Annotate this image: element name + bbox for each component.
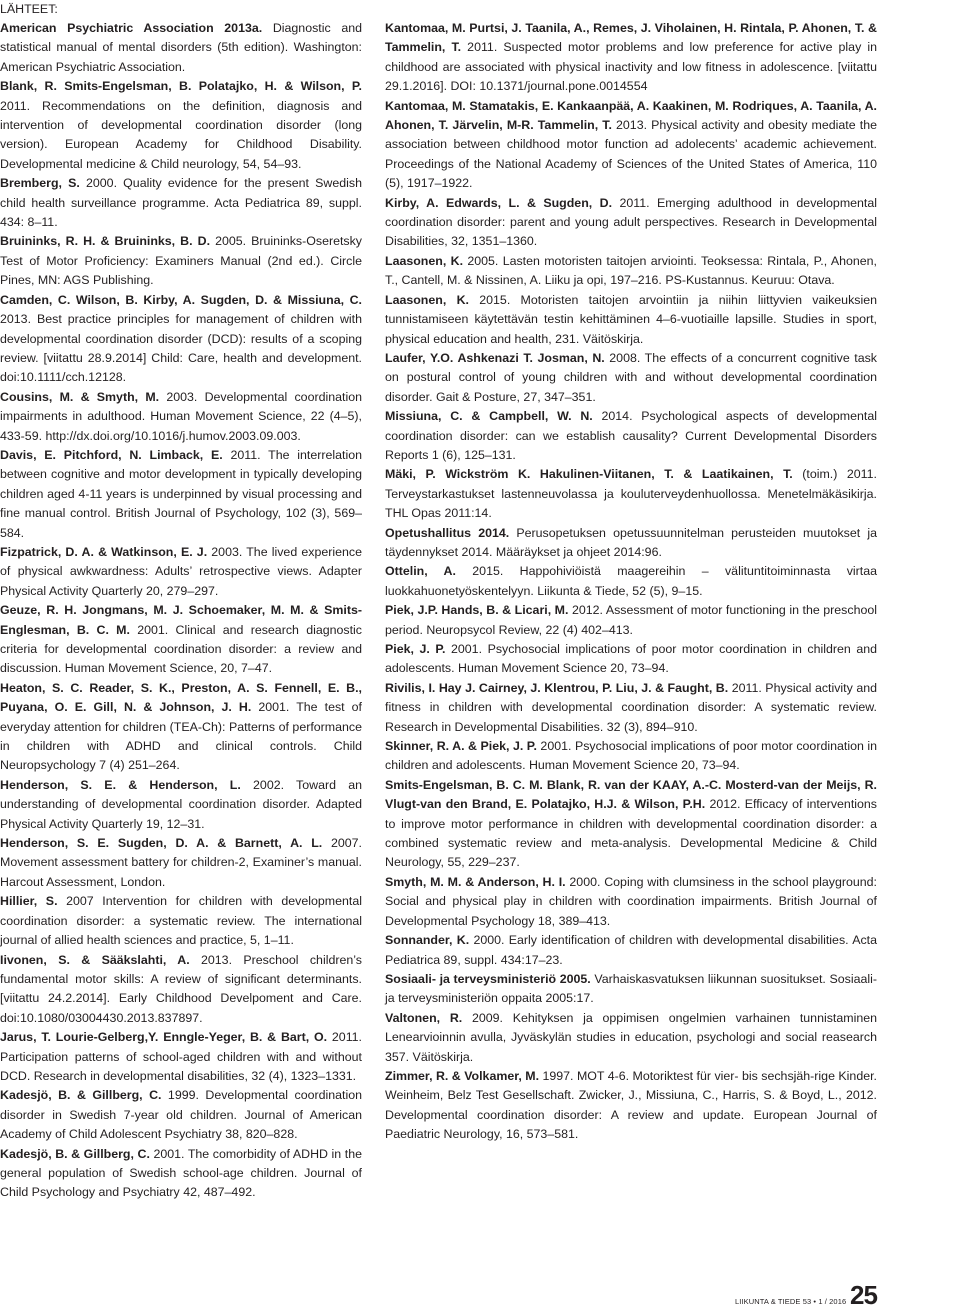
reference-entry	[0, 174, 362, 232]
reference-details: 2005. Bruininks-Oseretsky Test of Motor Proficiency: Examiners Manual (2nd ed.). Circle Pines, MN: AGS Publishing.	[0, 234, 363, 288]
reference-details: 2011. Recommendations on the definition, diagnosis and intervention of developmental coordination disorder (long version). European Academy for Childhood Disability. Developmental medicine & Child neurology, 54, 54–93.	[0, 98, 362, 171]
reference-details: 1999. Developmental coordination disorder in Swedish 7-year old children. Journal of American Academy of Child Adolescent Psychiatry 38, 820–828.	[0, 1088, 363, 1142]
reference-entry	[385, 970, 877, 1009]
reference-entry	[0, 892, 362, 950]
reference-entry	[385, 19, 877, 97]
reference-entry	[0, 232, 362, 290]
reference-details: 2001. Psychosocial implications of poor motor coordination in children and adolescents. Human Movement Science 20, 73–94.	[385, 739, 878, 773]
reference-details: Perusopetuksen opetussuunnitelman perusteiden muutokset ja täydennykset 2014. Määräykset ja ohjeet 2014:96.	[385, 525, 877, 559]
reference-details: 2011. The interrelation between cognitive and motor development in typically developing children aged 4-11 years is underpinned by visual processing and fine manual control. British Journal of Psychology, 102 (3), 569–584.	[0, 447, 362, 540]
reference-entry	[385, 601, 877, 640]
reference-details: 2001. The test of everyday attention for children (TEA-Ch): Patterns of performance in children with ADHD and clinical controls. Child Neuropsychology 7 (4) 251–264.	[0, 700, 362, 773]
reference-details: Diagnostic and statistical manual of mental disorders (5th edition). Washington: American Psychiatric Association.	[0, 21, 362, 74]
reference-entry	[0, 1145, 362, 1203]
reference-entry	[385, 194, 877, 252]
reference-entry	[385, 737, 877, 776]
reference-details: 2008. The effects of a concurrent cognitive task on postural control of young children with and without developmental coordination disorder. Gait & Posture, 27, 347–351.	[385, 350, 878, 404]
reference-entry	[0, 834, 362, 892]
reference-details: 2012. Assessment of motor functioning in the preschool period. Neuropsycol Review, 22 (4) 402–413.	[385, 603, 877, 637]
reference-details: 2001. Clinical and research diagnostic criteria for developmental coordination disorder: a review and discussion. Human Movement Science, 20, 7–47.	[0, 622, 362, 676]
reference-entry	[0, 1086, 362, 1144]
reference-authors: Cousins, M. & Smyth, M.	[0, 389, 160, 404]
reference-authors: Valtonen, R.	[385, 1010, 463, 1025]
reference-details: (toim.) 2011. Terveystarkastukset lastenneuvolassa ja kouluterveydenhuollossa. Menetelmäkäsikirja. THL Opas 2011:14.	[385, 467, 877, 521]
reference-authors: Opetushallitus 2014.	[385, 525, 510, 540]
reference-entry	[0, 388, 362, 446]
reference-authors: Iivonen, S. & Sääkslahti, A.	[0, 952, 190, 967]
reference-authors: Zimmer, R. & Volkamer, M.	[385, 1068, 540, 1083]
references-column-right	[385, 19, 877, 1145]
reference-details: 2002. Toward an understanding of developmental coordination disorder. Adapted Physical Activity Quarterly 19, 12–31.	[0, 777, 362, 831]
reference-authors: Laufer, Y.O. Ashkenazi T. Josman, N.	[385, 350, 605, 365]
reference-details: 1997. MOT 4-6. Motoriktest für vier- bis sechsjäh-rige Kinder. Weinheim, Belz Test Gesellschaft. Zwicker, J., Missiuna, C., Harris, S. & Boyd, L., 2012. Developmental coordination disorder: A review and update. European Journal of Paediatric Neurology, 16, 573–581.	[385, 1068, 877, 1142]
reference-entry	[385, 640, 877, 679]
reference-details: 2011. Physical activity and fitness in children with developmental coordination disorder: A systematic review. Research in Developmental Disabilities. 32 (3), 894–910.	[385, 680, 877, 734]
reference-entry	[0, 601, 362, 679]
reference-details: 2000. Early identification of children with developmental disabilities. Acta Pediatrica 89, suppl. 434:17–23.	[385, 933, 877, 967]
reference-authors: Laasonen, K.	[385, 292, 469, 307]
reference-authors: Jarus, T. Lourie-Gelberg,Y. Enngle-Yeger, B. & Bart, O.	[0, 1030, 328, 1045]
reference-authors: Smits-Engelsman, B. C. M. Blank, R. van der KAAY, A.-C. Mosterd-van der Meijs, R. Vlugt-van den Brand, E. Polatajko, H.J. & Wilson, P.H.	[385, 777, 877, 812]
reference-entry	[385, 931, 877, 970]
reference-authors: Henderson, S. E. & Henderson, L.	[0, 777, 241, 792]
reference-details: 2011. Emerging adulthood in developmental coordination disorder: parent and young adult perspectives. Research in Developmental Disabilities, 32, 1351–1360.	[385, 195, 878, 249]
reference-entry	[0, 776, 362, 834]
reference-authors: Heaton, S. C. Reader, S. K., Preston, A. S. Fennell, E. B., Puyana, O. E. Gill, N. & Johnson, J. H.	[0, 680, 362, 715]
reference-authors: Davis, E. Pitchford, N. Limback, E.	[0, 447, 223, 462]
reference-authors: Piek, J.P. Hands, B. & Licari, M.	[385, 603, 569, 618]
reference-authors: Smyth, M. M. & Anderson, H. I.	[385, 874, 566, 889]
journal-footer: LIIKUNTA & TIEDE 53 • 1 / 2016	[735, 1297, 847, 1306]
reference-entry	[385, 252, 877, 291]
reference-authors: Camden, C. Wilson, B. Kirby, A. Sugden, D. & Missiuna, C.	[0, 292, 362, 307]
reference-details: 2014. Psychological aspects of developmental coordination disorder: can we establish causality? Current Developmental Disorders Reports 1 (6), 125–131.	[385, 409, 877, 462]
reference-entry	[0, 679, 362, 776]
reference-entry	[0, 446, 362, 543]
page-number: 25	[850, 1280, 877, 1310]
reference-details: 2000. Quality evidence for the present Swedish child health surveillance programme. Acta Pediatrica 89, suppl. 434: 8–11.	[0, 176, 362, 230]
reference-details: 2000. Coping with clumsiness in the school playground: Social and physical play in children with coordination impairments. British Journal of Developmental Psychology 18, 389–413.	[385, 874, 877, 928]
reference-entry	[385, 679, 877, 737]
reference-details: 2001. Psychosocial implications of poor motor coordination in children and adolescents. Human Movement Science 20, 73–94.	[385, 642, 877, 676]
reference-authors: Missiuna, C. & Campbell, W. N.	[385, 409, 593, 424]
reference-details: 2015. Happohiviöistä maagereihin – välituntitoiminnasta virtaa luokkahuonetyöskentelyyn. Liikunta & Tiede, 52 (5), 9–15.	[385, 564, 877, 598]
reference-authors: Laasonen, K.	[385, 253, 464, 268]
reference-authors: Henderson, S. E. Sugden, D. A. & Barnett, A. L.	[0, 836, 323, 851]
reference-details: 2001. The comorbidity of ADHD in the general population of Swedish school-age children. Journal of Child Psychology and Psychiatry 42, 487–492.	[0, 1146, 362, 1200]
reference-details: 2003. Developmental coordination impairments in adulthood. Human Movement Science, 22 (4–5), 433-59. http://dx.doi.org/10.1016/j.humov.2003.09.003.	[0, 389, 362, 443]
reference-entry	[385, 562, 877, 601]
reference-authors: Piek, J. P.	[385, 642, 446, 656]
reference-authors: Sosiaali- ja terveysministeriö 2005.	[385, 971, 591, 986]
reference-entry	[385, 349, 877, 407]
reference-entry	[0, 19, 362, 77]
reference-details: 2011. Suspected motor problems and low preference for active play in childhood are associated with physical inactivity and low fitness in adolescence. [viitattu 29.1.2016]. DOI: 10.1371/journal.pone.0014554	[385, 40, 877, 94]
reference-authors: Bremberg, S.	[0, 176, 80, 191]
reference-authors: Geuze, R. H. Jongmans, M. J. Schoemaker, M. M. & Smits-Englesman, B. C. M.	[0, 603, 362, 637]
reference-authors: Fizpatrick, D. A. & Watkinson, E. J.	[0, 544, 208, 559]
reference-authors: Sonnander, K.	[385, 933, 470, 948]
reference-details: Varhaiskasvatuksen liikunnan suositukset. Sosiaali- ja terveysministeriön oppaita 2005:17.	[385, 971, 877, 1006]
reference-details: 2005. Lasten motoristen taitojen arviointi. Teoksessa: Rintala, P., Ahonen, T., Cantell, M. & Nissinen, A. Liiku ja opi, 197–216. PS-Kustannus. Keuruu: Otava.	[385, 253, 877, 288]
reference-authors: Kantomaa, M. Stamatakis, E. Kankaanpää, A. Kaakinen, M. Rodriques, A. Taanila, A. Ahonen, T. Järvelin, M-R. Tammelin, T.	[385, 98, 877, 133]
reference-entry	[385, 873, 877, 931]
reference-entry	[385, 465, 877, 523]
reference-authors: Kadesjö, B. & Gillberg, C.	[0, 1088, 162, 1103]
reference-details: 2013. Best practice principles for management of children with developmental coordination disorder (DCD): results of a scoping review. [viitattu 28.9.2014] Child: Care, health and development. doi:10.1111/cch.12128.	[0, 312, 362, 385]
reference-entry	[0, 1028, 362, 1086]
reference-authors: Hillier, S.	[0, 894, 58, 909]
reference-details: 2015. Motoristen taitojen arvointiin ja niihin liittyvien vaikeuksien tunnistamiseen käytettävän testin kehittäminen 4–6-vuotiaille lapsille. Studies in sport, physical education and health, 231. Väitöskirja.	[385, 292, 877, 346]
references-heading: LÄHTEET:	[0, 2, 58, 16]
reference-authors: American Psychiatric Association 2013a.	[0, 21, 263, 35]
reference-authors: Mäki, P. Wickström K. Hakulinen-Viitanen, T. & Laatikainen, T.	[385, 467, 793, 482]
reference-entry	[385, 291, 877, 349]
reference-entry	[385, 407, 877, 465]
reference-entry	[0, 77, 362, 174]
reference-authors: Ottelin, A.	[385, 564, 456, 579]
reference-entry	[385, 97, 877, 194]
reference-entry	[385, 1067, 877, 1145]
reference-entry	[0, 291, 362, 388]
reference-details: 2011. Participation patterns of school-aged children with and without DCD. Research in developmental disabilities, 32 (4), 1323–1331.	[0, 1030, 363, 1083]
reference-authors: Rivilis, I. Hay J. Cairney, J. Klentrou, P. Liu, J. & Faught, B.	[385, 680, 729, 695]
references-column-left	[0, 19, 362, 1203]
reference-authors: Blank, R. Smits-Engelsman, B. Polatajko, H. & Wilson, P.	[0, 79, 362, 94]
reference-entry	[385, 524, 877, 563]
reference-details: 2007. Movement assessment battery for children-2, Examiner’s manual. Harcout Assessment, London.	[0, 836, 362, 889]
reference-details: 2012. Efficacy of interventions to improve motor performance in children with developmental coordination disorder: a combined systematic review and meta-analysis. Developmental Medicine & Child Neurology, 55, 229–237.	[385, 797, 877, 870]
reference-authors: Kantomaa, M. Purtsi, J. Taanila, A., Remes, J. Viholainen, H. Rintala, P. Ahonen, T. & Tammelin, T.	[385, 21, 877, 55]
reference-details: 2009. Kehityksen ja oppimisen ongelmien varhainen tunnistaminen Lenearvioinnin avulla, Jyväskylän studies in education, psychologi and social reasearch 357. Väitöskirja.	[385, 1010, 877, 1064]
reference-details: 2007 Intervention for children with developmental coordination disorder: a systematic review. The international journal of allied health sciences and practice, 5, 1–11.	[0, 894, 362, 948]
reference-entry	[385, 1009, 877, 1067]
reference-details: 2013. Preschool children’s fundamental motor skills: A review of significant determinants. [viitattu 24.2.2014]. Early Childhood Develpoment and Care. doi:10.1080/03004430.2013.837897.	[0, 952, 362, 1025]
reference-details: 2013. Physical activity and obesity mediate the association between childhood motor function ad adolecents’ academic achievement. Proceedings of the National Academy of Sciences of the United States of America, 110 (5), 1917–1922.	[385, 118, 877, 191]
reference-authors: Kirby, A. Edwards, L. & Sugden, D.	[385, 195, 613, 210]
reference-entry	[0, 543, 362, 601]
reference-authors: Kadesjö, B. & Gillberg, C.	[0, 1146, 150, 1161]
reference-details: 2003. The lived experience of physical awkwardness: Adults’ retrospective views. Adapter Physical Activity Quarterly 20, 279–297.	[0, 544, 362, 598]
reference-authors: Bruininks, R. H. & Bruininks, B. D.	[0, 234, 211, 249]
reference-authors: Skinner, R. A. & Piek, J. P.	[385, 739, 537, 754]
reference-entry	[0, 951, 362, 1029]
reference-entry	[385, 776, 877, 873]
